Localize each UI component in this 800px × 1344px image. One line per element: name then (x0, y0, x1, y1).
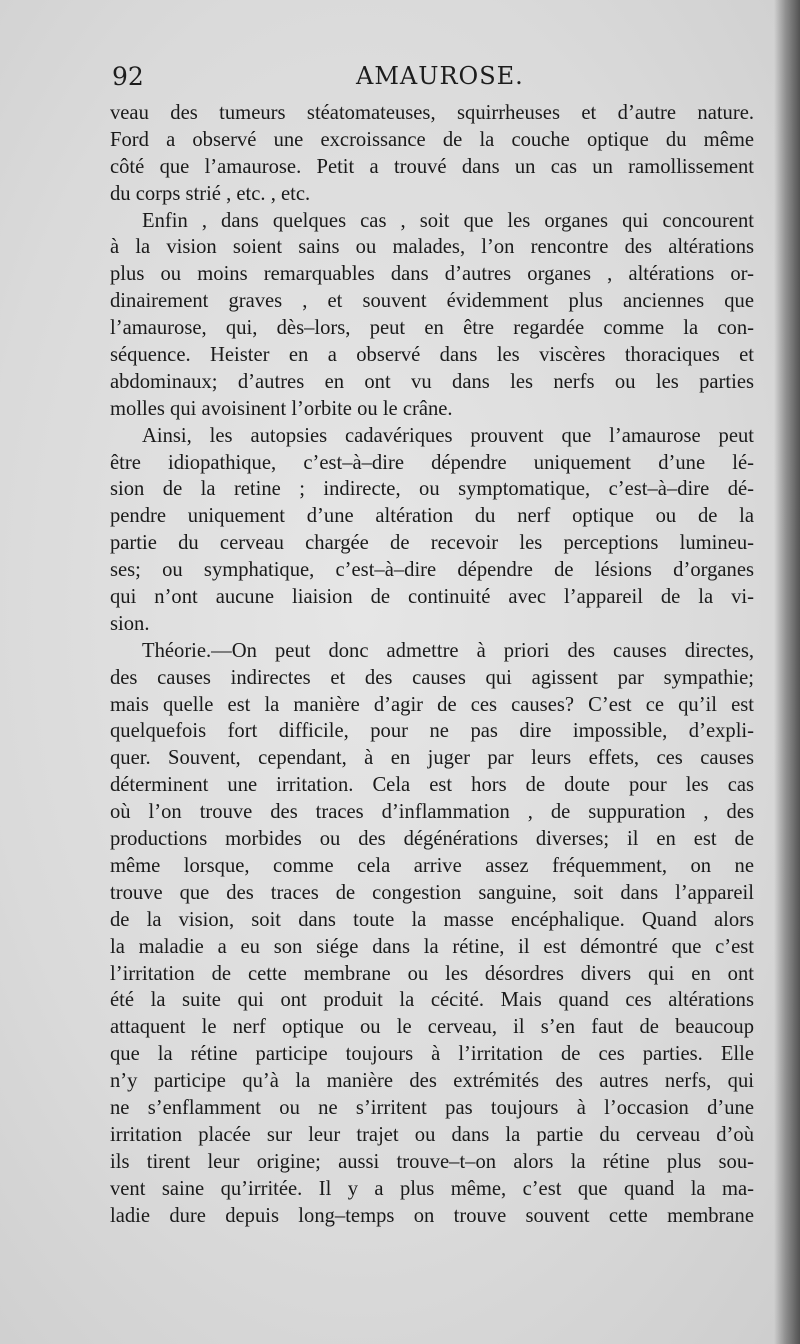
text-line: mais quelle est la manière d’agir de ces causes? C’est ce qu’il est (110, 693, 754, 716)
text-line: Ainsi, les autopsies cadavériques prouvent que l’amaurose peut (142, 424, 754, 447)
text-line: attaquent le nerf optique ou le cerveau, il s’en faut de beaucoup (110, 1016, 754, 1039)
text-line: que la rétine participe toujours à l’irritation de ces parties. Elle (110, 1043, 754, 1066)
text-line: côté que l’amaurose. Petit a trouvé dans un cas un ramollissement (110, 155, 754, 178)
text-line: molles qui avoisinent l’orbite ou le crâne. (110, 397, 453, 420)
text-line: ne s’enflamment ou ne s’irritent pas toujours à l’occasion d’une (110, 1096, 754, 1119)
text-line: l’irritation de cette membrane ou les désordres divers qui en ont (110, 962, 754, 985)
text-line: qui n’ont aucune liaision de continuité avec l’appareil de la vi- (110, 586, 754, 609)
text-line: été la suite qui ont produit la cécité. Mais quand ces altérations (110, 989, 754, 1012)
text-line: dinairement graves , et souvent évidemment plus anciennes que (110, 290, 754, 313)
text-line: où l’on trouve des traces d’inflammation , de suppuration , des (110, 801, 754, 824)
text-line: des causes indirectes et des causes qui agissent par sympathie; (110, 666, 754, 689)
page-edge-shadow (774, 0, 800, 1344)
text-line: ladie dure depuis long–temps on trouve souvent cette membrane (110, 1204, 754, 1227)
text-line: pendre uniquement d’une altération du nerf optique ou de la (110, 505, 754, 528)
text-line: n’y participe qu’à la manière des extrémités des autres nerfs, qui (110, 1070, 754, 1093)
text-line: Ford a observé une excroissance de la couche optique du même (110, 128, 754, 151)
text-line: de la vision, soit dans toute la masse encéphalique. Quand alors (110, 908, 754, 931)
text-line: la maladie a eu son siége dans la rétine, il est démontré que c’est (110, 935, 754, 958)
running-title: AMAUROSE. (356, 62, 524, 90)
text-line: même lorsque, comme cela arrive assez fréquemment, on ne (110, 854, 754, 877)
text-line: ils tirent leur origine; aussi trouve–t–on alors la rétine plus sou- (110, 1150, 754, 1173)
text-line: ses; ou symphatique, c’est–à–dire dépendre de lésions d’organes (110, 559, 754, 582)
text-line: Enfin , dans quelques cas , soit que les organes qui concourent (142, 209, 754, 232)
text-line: du corps strié , etc. , etc. (110, 182, 311, 205)
text-line: trouve que des traces de congestion sanguine, soit dans l’appareil (110, 881, 754, 904)
body-text (110, 100, 754, 1229)
text-line: sion. (110, 612, 150, 635)
text-line: être idiopathique, c’est–à–dire dépendre uniquement d’une lé- (110, 451, 754, 474)
text-line: veau des tumeurs stéatomateuses, squirrheuses et d’autre nature. (110, 102, 754, 124)
page-header (112, 62, 754, 98)
text-line: déterminent une irritation. Cela est hors de doute pour les cas (110, 774, 754, 797)
text-line: productions morbides ou des dégénérations diverses; il en est de (110, 828, 754, 851)
text-line: irritation placée sur leur trajet ou dans la partie du cerveau d’où (110, 1123, 754, 1146)
text-line: abdominaux; d’autres en ont vu dans les nerfs ou les parties (110, 370, 754, 393)
text-line: quelquefois fort difficile, pour ne pas dire impossible, d’expli- (110, 720, 754, 743)
text-line: Théorie.—On peut donc admettre à priori des causes directes, (142, 639, 754, 662)
text-line: quer. Souvent, cependant, à en juger par leurs effets, ces causes (110, 747, 754, 770)
text-line: l’amaurose, qui, dès–lors, peut en être regardée comme la con- (110, 317, 754, 340)
text-line: partie du cerveau chargée de recevoir les perceptions lumineu- (110, 532, 754, 555)
text-line: plus ou moins remarquables dans d’autres organes , altérations or- (110, 263, 754, 286)
text-line: vent saine qu’irritée. Il y a plus même, c’est que quand la ma- (110, 1177, 754, 1200)
page-number: 92 (112, 62, 144, 91)
text-line: séquence. Heister en a observé dans les viscères thoraciques et (110, 344, 754, 367)
text-line: sion de la retine ; indirecte, ou symptomatique, c’est–à–dire dé- (110, 478, 754, 501)
text-line: à la vision soient sains ou malades, l’on rencontre des altérations (110, 236, 754, 259)
